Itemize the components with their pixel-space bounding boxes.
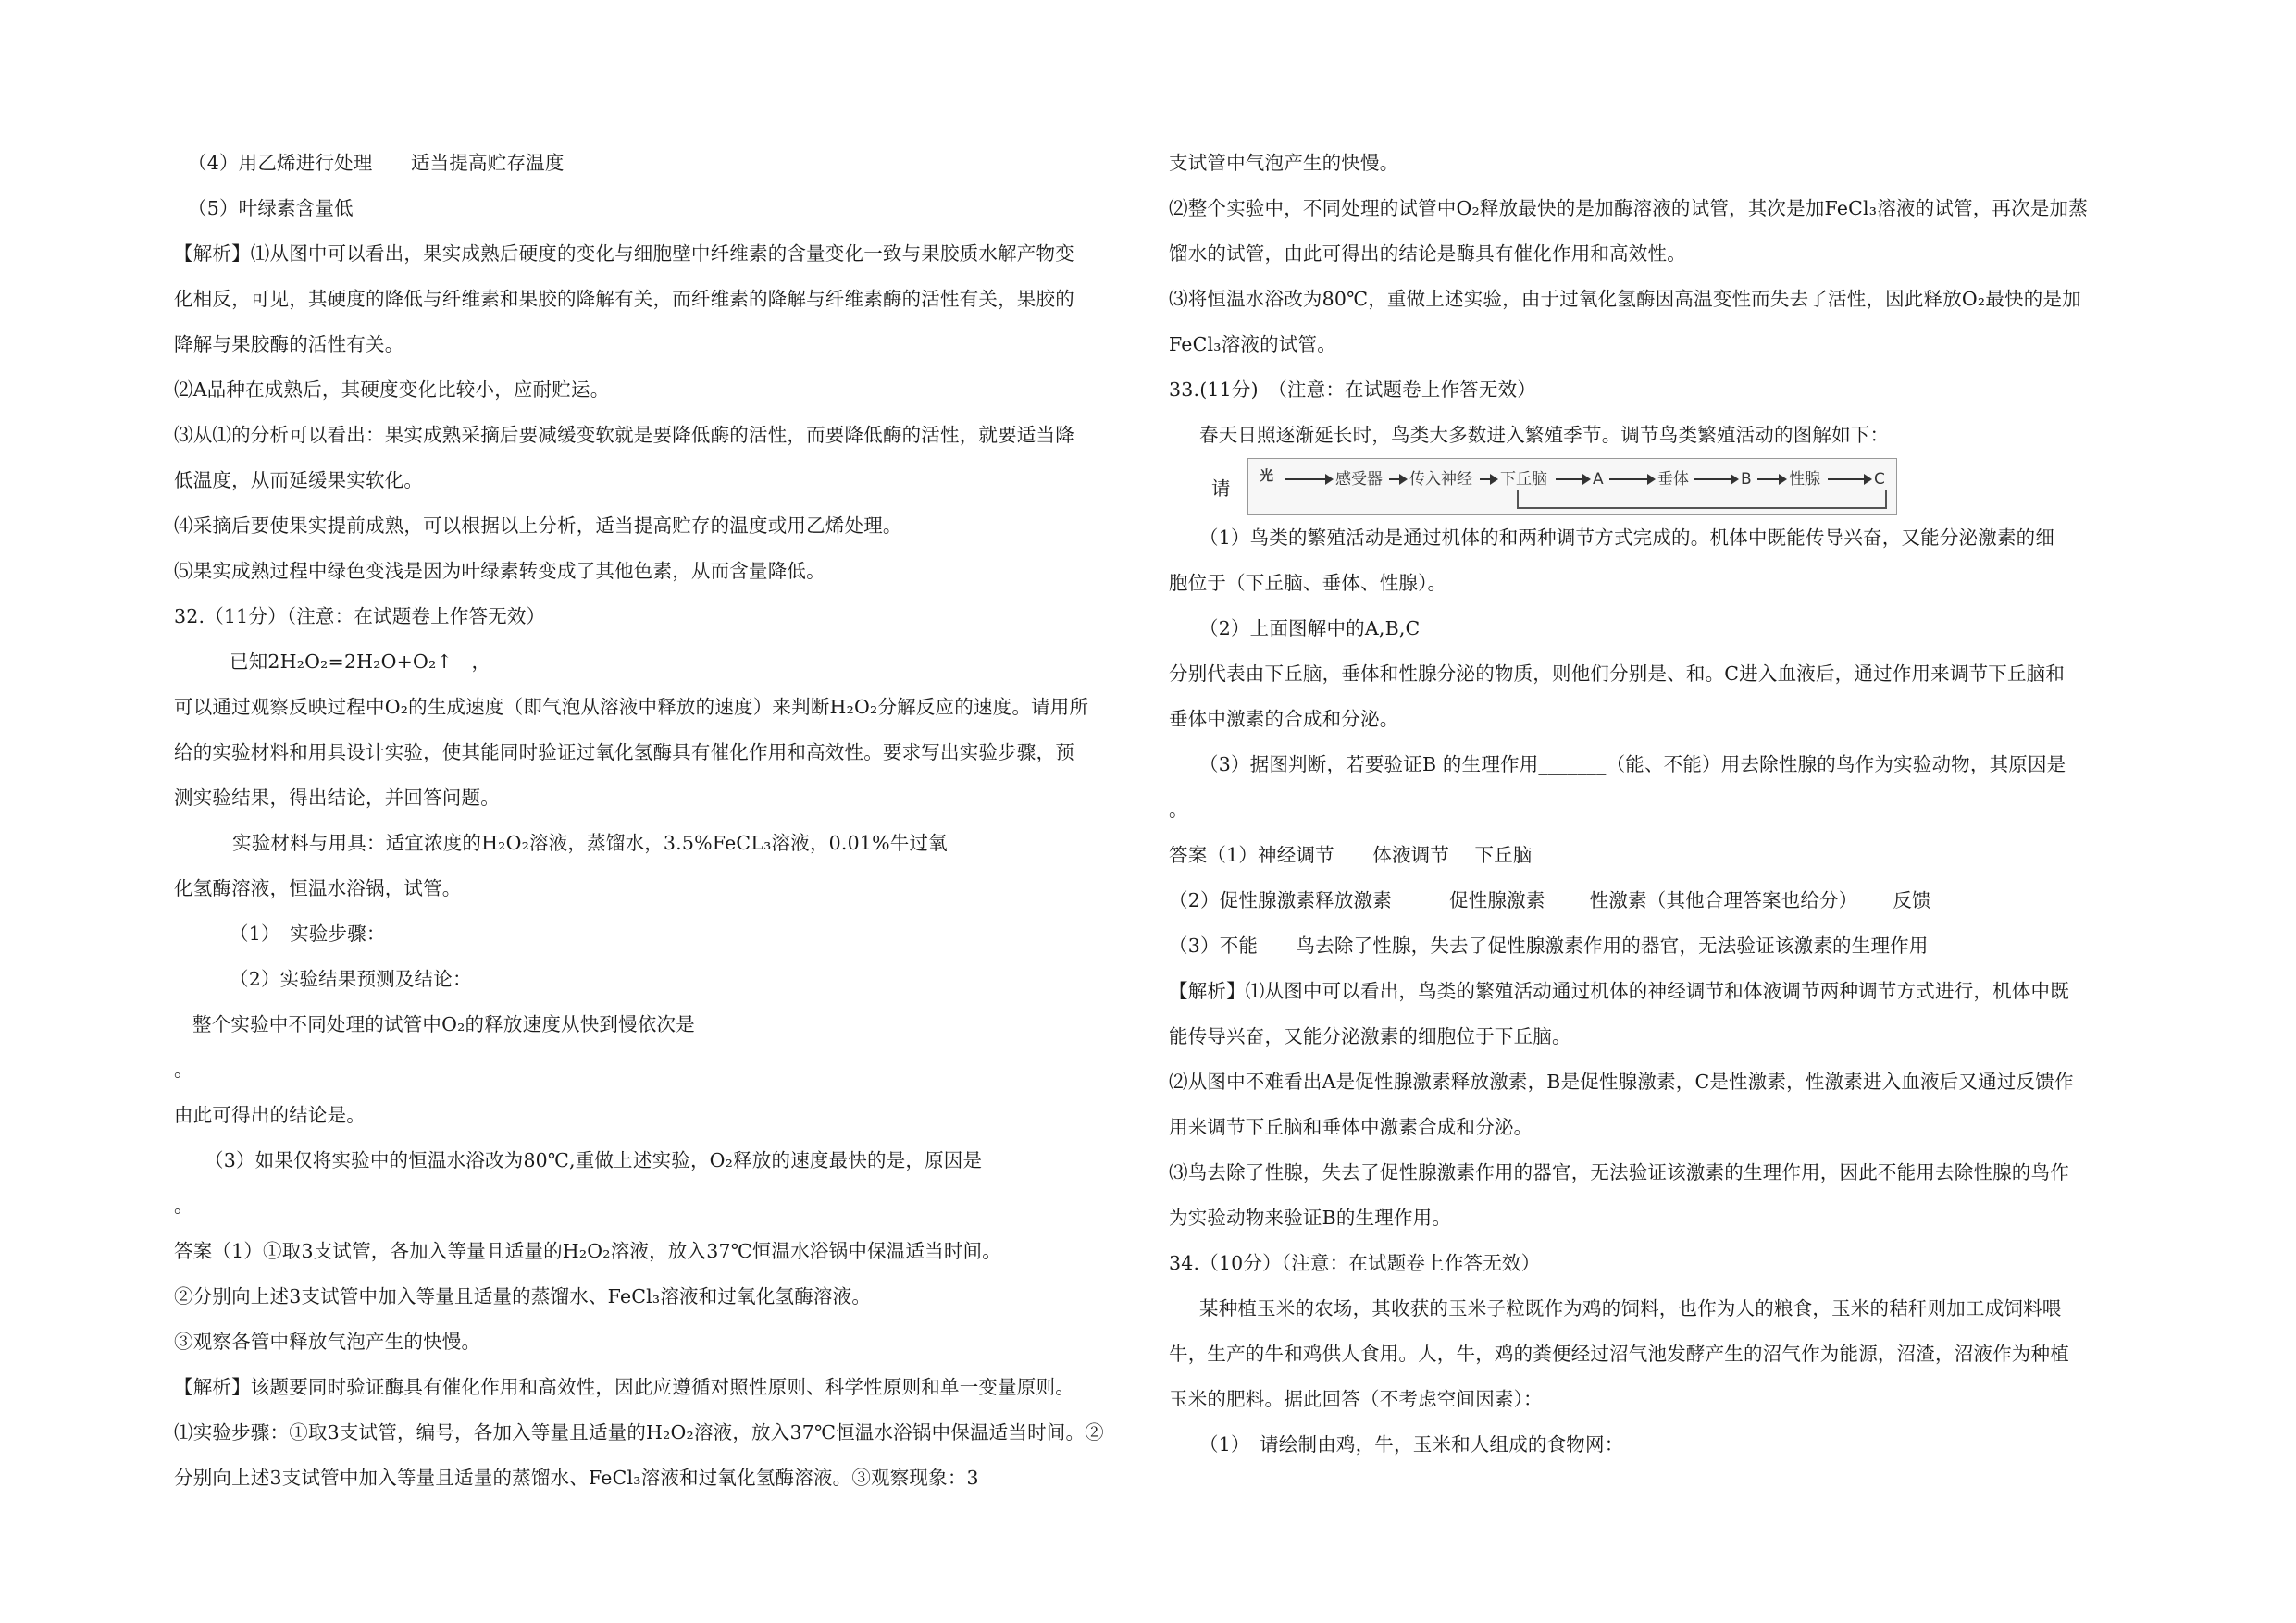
text-line: ⑸果实成熟过程中绿色变浅是因为叶绿素转变成了其他色素，从而含量降低。 [174,560,825,582]
right-column [1169,141,2122,1468]
answer-line: 答案（1）①取3支试管，各加入等量且适量的H₂O₂溶液，放入37℃恒温水浴锅中保温适当时间。 [174,1240,1001,1262]
flow-node-afferent-nerve: 传入神经 [1409,470,1472,489]
question-heading: 33.(11分) （注意：在试题卷上作答无效） [1169,378,1537,401]
text-line: 垂体中激素的合成和分泌。 [1169,708,1399,730]
analysis-line: 【解析】该题要同时验证酶具有催化作用和高效性，因此应遵循对照性原则、科学性原则和单一变量原则。 [174,1376,1074,1398]
feedback-line [1885,490,1887,509]
text-line: 。 [174,1195,193,1217]
text-line: （4）用乙烯进行处理 适当提高贮存温度 [188,152,565,174]
flow-arrow [1480,478,1496,480]
answer-line: （2）促性腺激素释放激素 促性腺激素 性激素（其他合理答案也给分） 反馈 [1169,889,1931,911]
question-heading: 34.（10分）（注意：在试题卷上作答无效） [1169,1252,1541,1274]
diagram-prefix: 请 [1211,477,1231,500]
flow-node-c: C [1874,470,1885,489]
text-line: （1）鸟类的繁殖活动是通过机体的和两种调节方式完成的。机体中既能传导兴奋，又能分泌激素的细 [1199,527,2055,549]
text-line: （3）据图判断，若要验证B 的生理作用_______（能、不能）用去除性腺的鸟作为实验动物，其原因是 [1199,753,2066,775]
flow-arrow [1828,478,1870,480]
flow-arrow [1556,478,1589,480]
flow-arrow [1389,478,1406,480]
flow-arrow [1694,478,1737,480]
text-line: （2）上面图解中的A,B,C [1199,617,1421,639]
answer-line: 答案（1）神经调节 体液调节 下丘脑 [1169,844,1533,866]
flow-node-a: A [1593,470,1604,489]
text-line: （5）叶绿素含量低 [188,197,354,219]
answer-line: （3）不能 鸟去除了性腺，失去了促性腺激素作用的器官，无法验证该激素的生理作用 [1169,935,1929,957]
text-line: ⑵A品种在成熟后，其硬度变化比较小，应耐贮运。 [174,378,610,401]
text-line: 可以通过观察反映过程中O₂的生成速度（即气泡从溶液中释放的速度）来判断H₂O₂分解反应的速度。请用所 [174,696,1089,718]
answer-line: ②分别向上述3支试管中加入等量且适量的蒸馏水、FeCl₃溶液和过氧化氢酶溶液。 [174,1285,872,1307]
text-line: 春天日照逐渐延长时，鸟类大多数进入繁殖季节。调节鸟类繁殖活动的图解如下： [1199,424,1890,446]
text-line: 牛，生产的牛和鸡供人食用。人，牛，鸡的粪便经过沼气池发酵产生的沼气作为能源，沼渣，沼液作为种植 [1169,1343,2069,1365]
flow-node-receptor: 感受器 [1335,470,1383,489]
text-line: 分别代表由下丘脑，垂体和性腺分泌的物质，则他们分别是、和。C进入血液后，通过作用来调节下丘脑和 [1169,663,2066,685]
text-line: 测实验结果，得出结论，并回答问题。 [174,787,500,809]
answer-line: ③观察各管中释放气泡产生的快慢。 [174,1331,481,1353]
text-line: 整个实验中不同处理的试管中O₂的释放速度从快到慢依次是 [192,1013,695,1035]
analysis-line: ⑵从图中不难看出A是促性腺激素释放激素，B是促性腺激素，C是性激素，性激素进入血液后又通过反馈作 [1169,1071,2074,1093]
analysis-line: 分别向上述3支试管中加入等量且适量的蒸馏水、FeCl₃溶液和过氧化氢酶溶液。③观察现象：3 [174,1467,979,1489]
diagram-row [1169,458,2122,515]
left-column [174,141,1173,1501]
text-line: 降解与果胶酶的活性有关。 [174,333,404,355]
flow-diagram [1247,458,1897,515]
text-line: 玉米的肥料。据此回答（不考虑空间因素）： [1169,1388,1543,1410]
flow-node-light: 光 [1260,467,1274,484]
text-line: 【解析】⑴从图中可以看出，果实成熟后硬度的变化与细胞壁中纤维素的含量变化一致与果胶质水解产物变 [174,242,1074,265]
text-line: 化相反，可见，其硬度的降低与纤维素和果胶的降解有关，而纤维素的降解与纤维素酶的活性有关，果胶的 [174,288,1074,310]
text-line: 低温度，从而延缓果实软化。 [174,469,424,491]
flow-node-hypothalamus: 下丘脑 [1500,470,1547,489]
text-line: 实验材料与用具：适宜浓度的H₂O₂溶液，蒸馏水，3.5%FeCL₃溶液，0.01%牛过氧 [232,832,948,854]
analysis-line: ⑶鸟去除了性腺，失去了促性腺激素作用的器官，无法验证该激素的生理作用，因此不能用去除性腺的鸟作 [1169,1161,2069,1183]
text-line: 。 [174,1059,193,1081]
analysis-line: 为实验动物来验证B的生理作用。 [1169,1207,1452,1229]
flow-node-b: B [1741,470,1752,489]
text-line: ⑶从⑴的分析可以看出：果实成熟采摘后要减缓变软就是要降低酶的活性，而要降低酶的活性，就要适当降 [174,424,1074,446]
text-line: 胞位于（下丘脑、垂体、性腺）。 [1169,572,1447,594]
analysis-line: 用来调节下丘脑和垂体中激素合成和分泌。 [1169,1116,1533,1138]
analysis-line: ⑴实验步骤：①取3支试管，编号，各加入等量且适量的H₂O₂溶液，放入37℃恒温水浴锅中保温适当时间。② [174,1421,1104,1443]
text-line: 化氢酶溶液，恒温水浴锅，试管。 [174,877,462,899]
analysis-line: 【解析】⑴从图中可以看出，鸟类的繁殖活动通过机体的神经调节和体液调节两种调节方式进行，机体中既 [1169,980,2069,1002]
text-line: 某种植玉米的农场，其收获的玉米子粒既作为鸡的饲料，也作为人的粮食，玉米的秸秆则加工成饲料喂 [1199,1297,2062,1319]
analysis-line: 能传导兴奋，又能分泌激素的细胞位于下丘脑。 [1169,1025,1571,1047]
text-line: 馏水的试管，由此可得出的结论是酶具有催化作用和高效性。 [1169,242,1686,265]
text-line: 给的实验材料和用具设计实验，使其能同时验证过氧化氢酶具有催化作用和高效性。要求写出实验步骤，预 [174,741,1074,763]
flow-arrow [1757,478,1785,480]
text-line: （3）如果仅将实验中的恒温水浴改为80℃,重做上述实验，O₂释放的速度最快的是，原因是 [205,1149,983,1171]
text-line: （1） 请绘制由鸡，牛，玉米和人组成的食物网： [1199,1433,1624,1456]
text-line: 。 [1169,799,1188,821]
flow-arrow [1609,478,1654,480]
text-line: （2）实验结果预测及结论： [230,968,472,990]
flow-node-gonad: 性腺 [1789,470,1820,489]
question-heading: 32.（11分）（注意：在试题卷上作答无效） [174,605,546,627]
text-line: 已知2H₂O₂=2H₂O+O₂↑ ， [230,650,491,673]
text-line: FeCl₃溶液的试管。 [1169,333,1336,355]
text-line: ⑷采摘后要使果实提前成熟，可以根据以上分析，适当提高贮存的温度或用乙烯处理。 [174,514,902,537]
text-line: 支试管中气泡产生的快慢。 [1169,152,1399,174]
feedback-line [1517,490,1519,507]
flow-arrow [1285,478,1332,480]
text-line: ⑶将恒温水浴改为80℃，重做上述实验，由于过氧化氢酶因高温变性而失去了活性，因此释放O₂最快的是加 [1169,288,2081,310]
feedback-line [1517,507,1887,509]
text-line: （1） 实验步骤： [230,923,386,945]
text-line: ⑵整个实验中，不同处理的试管中O₂释放最快的是加酶溶液的试管，其次是加FeCl₃溶液的试管，再次是加蒸 [1169,197,2088,219]
text-line: 由此可得出的结论是。 [174,1104,366,1126]
flow-node-pituitary: 垂体 [1657,470,1689,489]
